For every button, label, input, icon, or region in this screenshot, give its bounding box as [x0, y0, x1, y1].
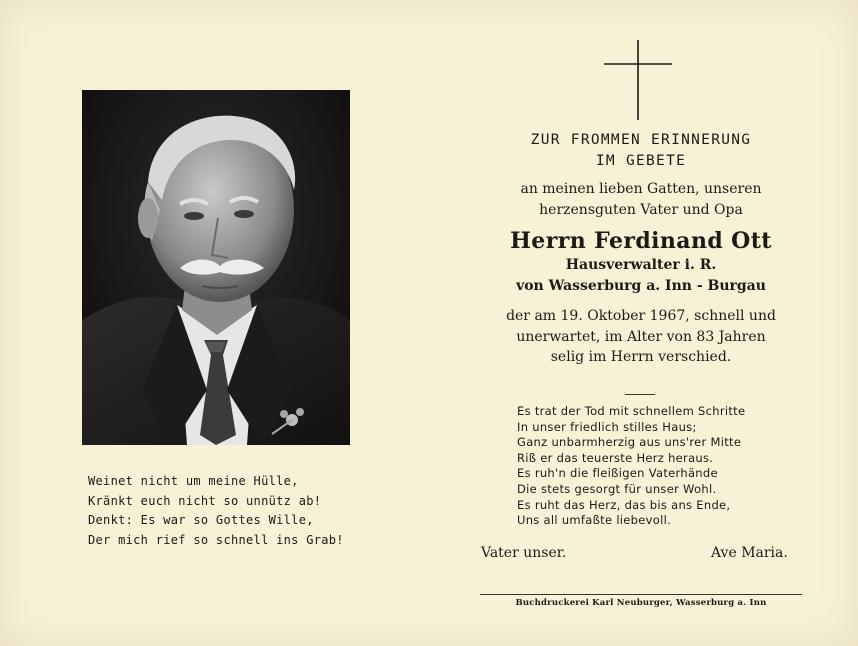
death-notice-line: selig im Herrn verschied. — [550, 349, 732, 365]
dedication-line: herzensguten Vater und Opa — [539, 202, 743, 218]
poem-line: Es ruht das Herz, das bis ans Ende, — [517, 497, 731, 512]
poem-line: Uns all umfaßte liebevoll. — [517, 513, 672, 528]
dedication — [470, 179, 812, 221]
occupation-origin — [470, 255, 812, 297]
portrait-photo — [82, 90, 350, 445]
card-text — [470, 130, 812, 368]
portrait-image — [82, 90, 350, 445]
poem-line: Die stets gesorgt für unser Wohl. — [517, 481, 717, 496]
cross-icon — [604, 40, 672, 120]
poem-line: In unser friedlich stilles Haus; — [517, 419, 697, 434]
left-verse-line: Weinet nicht um meine Hülle, — [88, 474, 299, 488]
divider — [625, 394, 655, 395]
poem-line: Es ruh'n die fleißigen Vaterhände — [517, 466, 718, 481]
left-verse-line: Kränkt euch nicht so unnütz ab! — [88, 493, 322, 508]
heading-line: IM GEBETE — [595, 153, 687, 169]
left-verse — [88, 472, 368, 550]
left-verse-line: Denkt: Es war so Gottes Wille, — [88, 513, 314, 527]
death-notice-line: der am 19. Oktober 1967, schnell und — [506, 308, 776, 324]
occupation: Hausverwalter i. R. — [565, 257, 717, 273]
dedication-line: an meinen lieben Gatten, unseren — [520, 181, 762, 197]
prayer-hail-mary: Ave Maria. — [711, 545, 788, 561]
heading-line: ZUR FROMMEN ERINNERUNG — [530, 132, 752, 148]
origin: von Wasserburg a. Inn - Burgau — [516, 278, 766, 294]
poem-line: Ganz unbarmherzig aus uns'rer Mitte — [517, 435, 742, 450]
poem — [517, 404, 817, 529]
death-notice — [470, 306, 812, 368]
poem-line: Riß er das teuerste Herz heraus. — [517, 450, 714, 465]
printer-credit: Buchdruckerei Karl Neuburger, Wasserburg a. Inn — [515, 598, 767, 608]
poem-line: Es trat der Tod mit schnellem Schritte — [517, 404, 746, 418]
left-verse-line: Der mich rief so schnell ins Grab! — [88, 532, 344, 547]
deceased-name: Herrn Ferdinand Ott — [510, 228, 772, 254]
prayer-our-father: Vater unser. — [481, 545, 567, 561]
printer-divider — [480, 594, 802, 595]
heading — [470, 130, 812, 172]
death-notice-line: unerwartet, im Alter von 83 Jahren — [516, 328, 766, 345]
